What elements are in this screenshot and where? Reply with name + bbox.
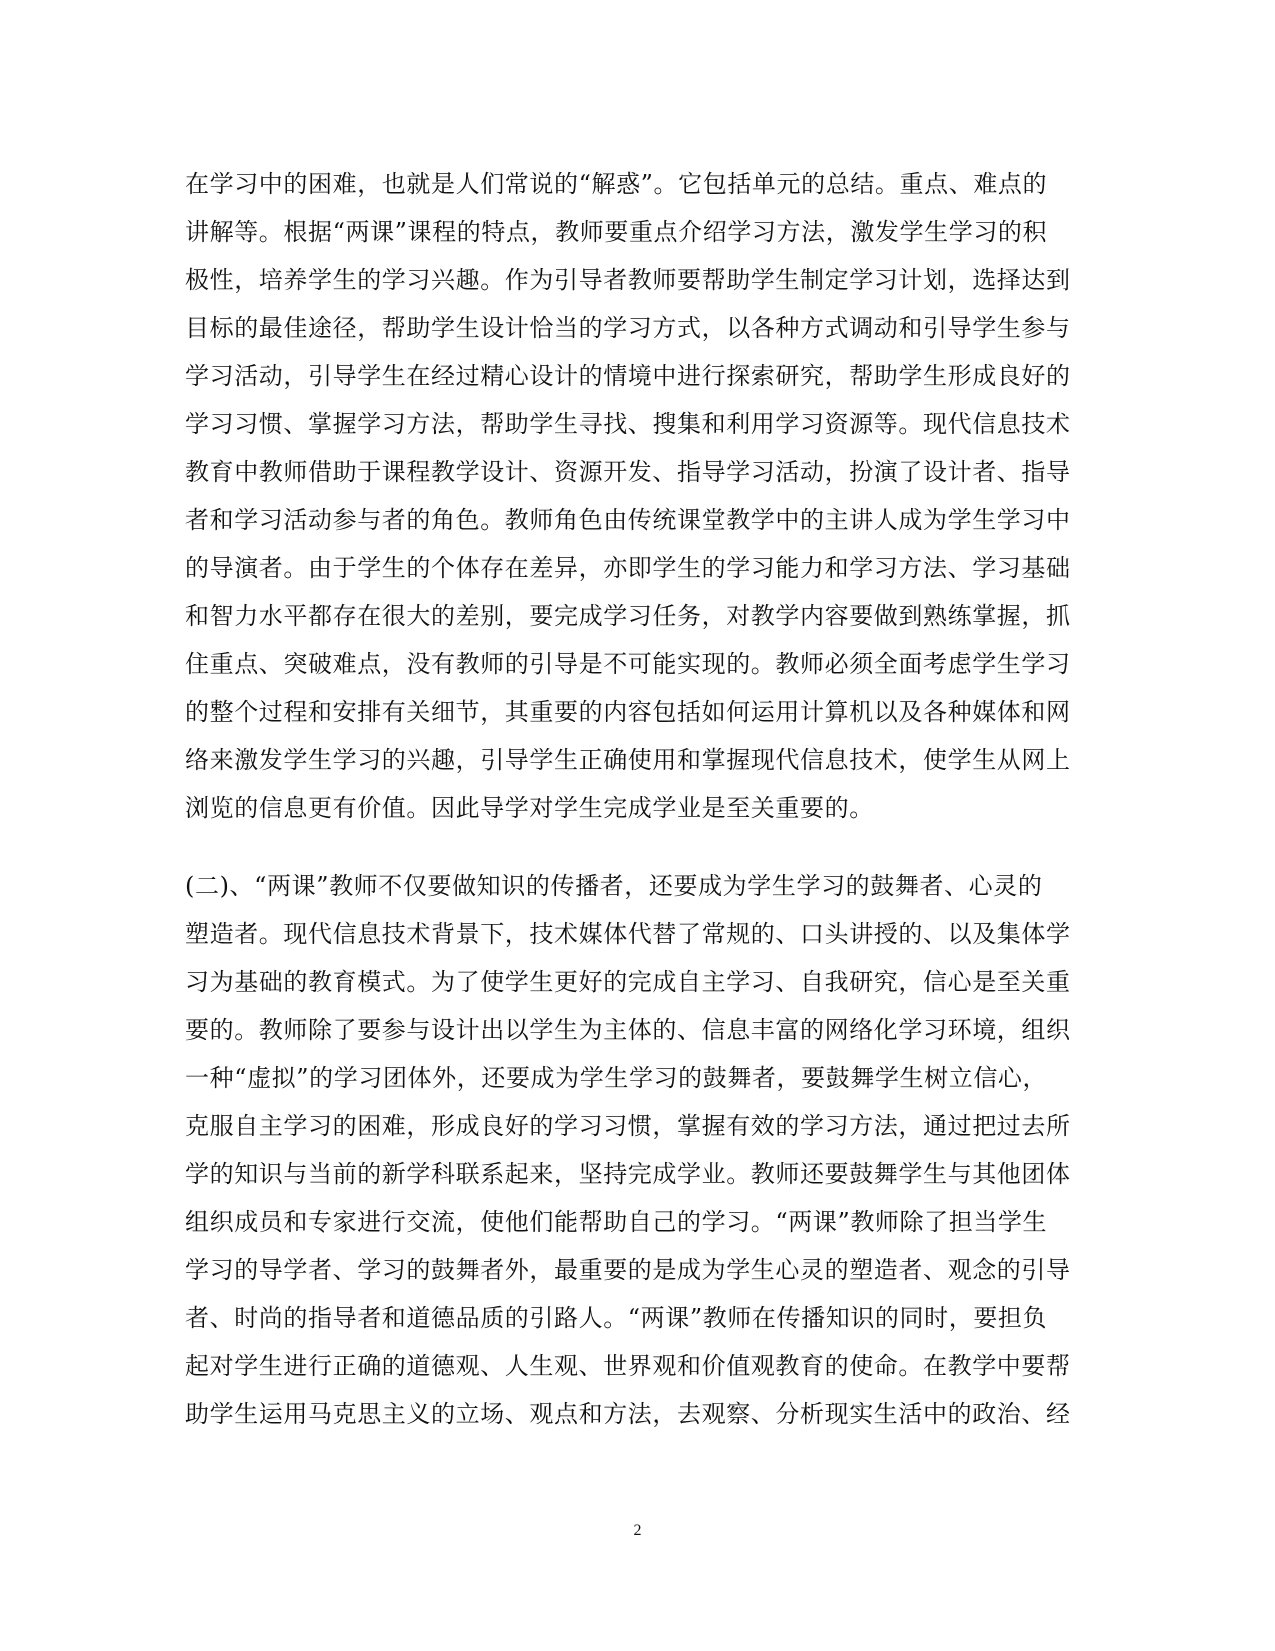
text-line: 住重点、突破难点，没有教师的引导是不可能实现的。教师必须全面考虑学生学习	[185, 650, 1071, 678]
text-line: 起对学生进行正确的道德观、人生观、世界观和价值观教育的使命。在教学中要帮	[185, 1352, 1071, 1380]
paragraph-1	[185, 160, 1085, 832]
text-line: 络来激发学生学习的兴趣，引导学生正确使用和掌握现代信息技术，使学生从网上	[185, 746, 1071, 774]
text-line: 的导演者。由于学生的个体存在差异，亦即学生的学习能力和学习方法、学习基础	[185, 554, 1071, 582]
text-line: 学的知识与当前的新学科联系起来，坚持完成学业。教师还要鼓舞学生与其他团体	[185, 1160, 1071, 1188]
text-line: 和智力水平都存在很大的差别，要完成学习任务，对教学内容要做到熟练掌握，抓	[185, 602, 1071, 630]
text-line: 讲解等。根据“两课”课程的特点，教师要重点介绍学习方法，激发学生学习的积	[185, 218, 1048, 246]
paragraph-2	[185, 862, 1085, 1438]
text-line: 极性，培养学生的学习兴趣。作为引导者教师要帮助学生制定学习计划，选择达到	[185, 266, 1071, 294]
text-line: 者、时尚的指导者和道德品质的引路人。“两课”教师在传播知识的同时，要担负	[185, 1304, 1048, 1332]
text-line: 组织成员和专家进行交流，使他们能帮助自己的学习。“两课”教师除了担当学生	[185, 1208, 1048, 1236]
text-line: 习为基础的教育模式。为了使学生更好的完成自主学习、自我研究，信心是至关重	[185, 968, 1071, 996]
text-line: 目标的最佳途径，帮助学生设计恰当的学习方式，以各种方式调动和引导学生参与	[185, 314, 1071, 342]
text-line: 学习活动，引导学生在经过精心设计的情境中进行探索研究，帮助学生形成良好的	[185, 362, 1071, 390]
text-line: 要的。教师除了要参与设计出以学生为主体的、信息丰富的网络化学习环境，组织	[185, 1016, 1071, 1044]
text-line: 助学生运用马克思主义的立场、观点和方法，去观察、分析现实生活中的政治、经	[185, 1400, 1071, 1428]
text-line: 克服自主学习的困难，形成良好的学习习惯，掌握有效的学习方法，通过把过去所	[185, 1112, 1071, 1140]
text-line: 学习习惯、掌握学习方法，帮助学生寻找、搜集和利用学习资源等。现代信息技术	[185, 410, 1071, 438]
page-number: 2	[633, 1522, 642, 1539]
text-line: 浏览的信息更有价值。因此导学对学生完成学业是至关重要的。	[185, 794, 874, 822]
text-line: 者和学习活动参与者的角色。教师角色由传统课堂教学中的主讲人成为学生学习中	[185, 506, 1071, 534]
text-line: 教育中教师借助于课程教学设计、资源开发、指导学习活动，扮演了设计者、指导	[185, 458, 1071, 486]
text-line: 学习的导学者、学习的鼓舞者外，最重要的是成为学生心灵的塑造者、观念的引导	[185, 1256, 1071, 1284]
text-line: (二)、“两课”教师不仅要做知识的传播者，还要成为学生学习的鼓舞者、心灵的	[185, 872, 1043, 900]
text-line: 在学习中的困难，也就是人们常说的“解惑”。它包括单元的总结。重点、难点的	[185, 170, 1048, 198]
text-line: 的整个过程和安排有关细节，其重要的内容包括如何运用计算机以及各种媒体和网	[185, 698, 1071, 726]
text-line: 一种“虚拟”的学习团体外，还要成为学生学习的鼓舞者，要鼓舞学生树立信心，	[185, 1064, 1048, 1092]
text-line: 塑造者。现代信息技术背景下，技术媒体代替了常规的、口头讲授的、以及集体学	[185, 920, 1071, 948]
